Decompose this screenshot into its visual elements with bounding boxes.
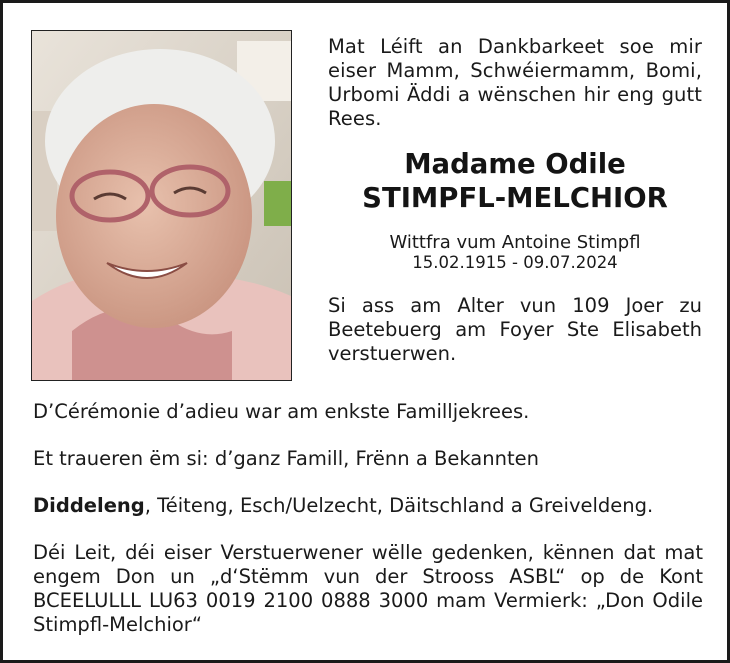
- name-line-1: Madame Odile: [404, 148, 626, 180]
- portrait-photo: [31, 30, 292, 381]
- places-bold: Diddeleng: [33, 494, 145, 517]
- mourners-text: Et traueren ëm si: d’ganz Famill, Frënn a Bekannten: [33, 447, 539, 470]
- ceremony-text: D’Cérémonie d’adieu war am enkste Familljekrees.: [33, 400, 530, 423]
- death-details: Si ass am Alter vun 109 Joer zu Beetebuerg am Foyer Ste Elisabeth verstuerwen.: [328, 294, 702, 365]
- lower-text: [33, 400, 703, 637]
- widow-of: Wittfra vum Antoine Stimpfl: [389, 232, 641, 253]
- intro-text: Mat Léift an Dankbarkeet soe mir eiser Mamm, Schwéiermamm, Bomi, Urbomi Äddi a wënschen hir eng gutt Rees.: [328, 35, 702, 130]
- donation-text: Déi Leit, déi eiser Verstuerwener wëlle gedenken, kënnen dat mat engem Don un „d‘Stëmm vun der Strooss ASBL“ op de Kont BCEELULLL LU63 0019 2100 0888 3000 mam Vermierk: „Don Odile Stimpfl-Melchior“: [33, 541, 703, 636]
- places-text: [33, 494, 703, 518]
- name-line-2: STIMPFL-MELCHIOR: [362, 182, 668, 214]
- deceased-name: [328, 147, 702, 215]
- life-dates: 15.02.1915 - 09.07.2024: [412, 253, 618, 272]
- places-rest: , Téiteng, Esch/Uelzecht, Däitschland a Greiveldeng.: [144, 494, 654, 517]
- announcement-column: [328, 35, 702, 366]
